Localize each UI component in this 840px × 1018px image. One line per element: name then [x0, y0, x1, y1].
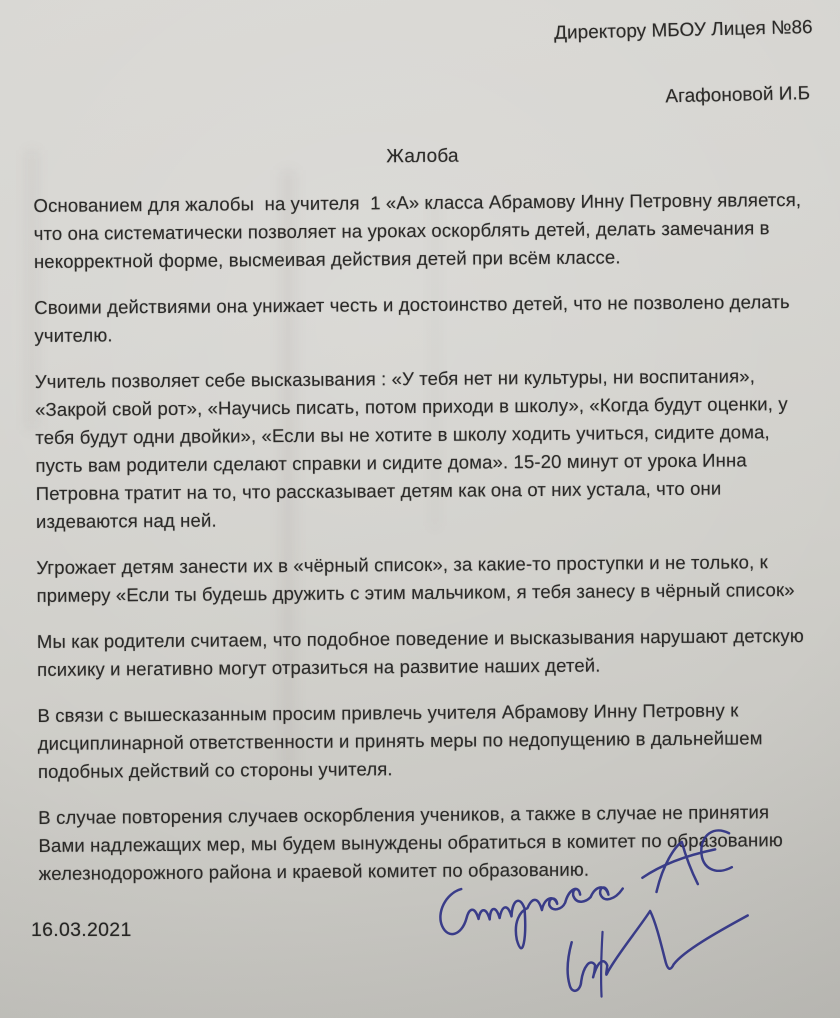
document-title: Жалоба	[386, 145, 459, 168]
paragraph-request: В связи с вышесказанным просим привлечь учителя Абрамову Инну Петровну к дисциплинарной ответственности и принять меры по недопущению в дальнейшем подобных действий со стороны учителя.	[37, 699, 768, 782]
recipient-title-line: Директору МБОУ Лицея №86	[553, 16, 813, 44]
paragraph-dignity: Своими действиями она унижает честь и достоинство детей, что не позволено делать учителю.	[34, 291, 796, 346]
paragraph-parents-opinion: Мы как родители считаем, что подобное поведение и высказывания нарушают детскую психику и негативно могут отразиться на развитие наших детей.	[36, 624, 810, 680]
document-date: 16.03.2021	[31, 919, 132, 941]
paragraph-grounds: Основанием для жалобы на учителя 1 «А» класса Абрамову Инну Петровну является, что она систематически позволяет на уроках оскорблять детей, делать замечания в некорректной форме, высмеивая действия детей при всём классе.	[33, 188, 807, 272]
paragraph-warning: В случае повторения случаев оскорбления учеников, а также в случае не принятия Вами надлежащих мер, мы будем вынуждены обратиться в комитет по образованию железнодорожного района и краевой комитет по образованию.	[38, 801, 789, 884]
letter-body	[33, 142, 818, 888]
complaint-letter	[33, 0, 812, 906]
signature-flourish-stroke	[560, 898, 754, 992]
paragraph-blacklist: Угрожает детям занести их в «чёрный список», за какие-то проступки и не только, к примеру «Если ты будешь дружить с этим мальчиком, я тебя занесу в чёрный список»	[36, 551, 795, 606]
recipient-name-line: Агафоновой И.Б	[665, 83, 811, 108]
handwritten-signature	[428, 858, 772, 1018]
recipient-block	[33, 0, 814, 124]
signature-surname-stroke	[437, 867, 629, 959]
paragraph-quotes: Учитель позволяет себе высказывания : «У тебя нет ни культуры, ни воспитания», «Закрой свой рот», «Научись писать, потом приходи в школу», «Когда будут оценки, у тебя будут одни двойки», «Если вы не хотите в школу ходить учиться, сидите дома, пусть вам родители сделают справки и сидите дома». 15-20 минут от урока Инна Петровна тратит на то, что рассказывает детям как она от них устала, что они издеваются над ней.	[34, 365, 794, 532]
